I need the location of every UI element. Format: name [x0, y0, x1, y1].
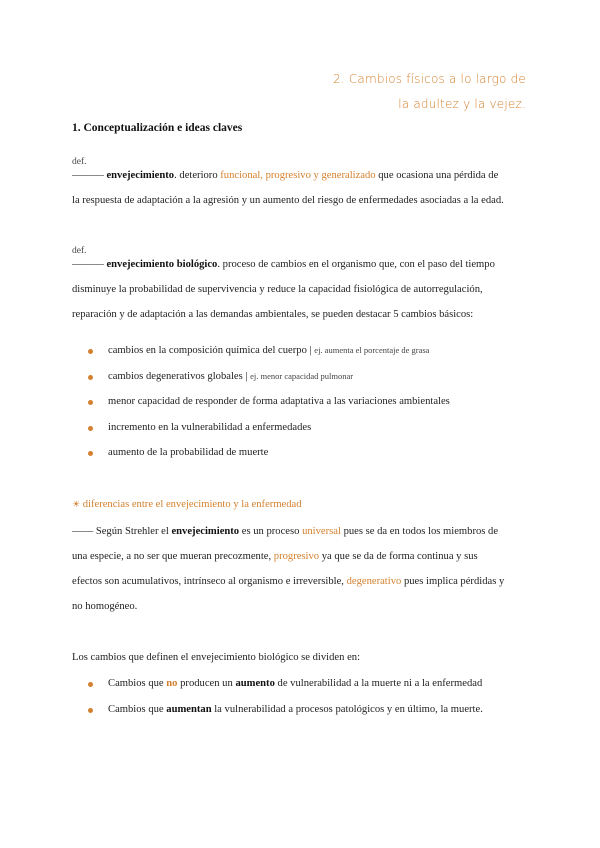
- list-item: [88, 345, 450, 371]
- sun-icon: ☀: [72, 499, 81, 509]
- diff-line3: [72, 576, 504, 587]
- change-text: cambios en la composición química del cuerpo |: [108, 345, 315, 356]
- bullet-dot-icon: [88, 426, 93, 431]
- def1-dash: ———: [72, 170, 104, 181]
- def1-highlight: funcional, progresivo y generalizado: [220, 170, 376, 181]
- div1-b: producen un: [177, 678, 236, 689]
- diff-p2-highlight: progresivo: [273, 551, 320, 562]
- div1-a: Cambios que: [108, 678, 167, 689]
- def1-label: def.: [72, 157, 87, 167]
- def2-dash: ———: [72, 259, 104, 270]
- page-title-line1: 2. Cambios físicos a lo largo de: [332, 72, 526, 86]
- changes-list: [88, 345, 450, 473]
- div1-no: no: [166, 678, 178, 689]
- division-list: [88, 678, 483, 729]
- differences-heading: [72, 499, 302, 510]
- change-example: ej. aumenta el porcentaje de grasa: [314, 345, 430, 355]
- change-text: aumento de la probabilidad de muerte: [108, 447, 269, 458]
- div2-a: Cambios que: [108, 703, 167, 715]
- def2-line2: disminuye la probabilidad de supervivencia y reduce la capacidad fisiológica de autorregulación,: [72, 284, 483, 295]
- change-example: ej. menor capacidad pulmonar: [250, 370, 354, 381]
- diff-p2-b: ya que se da de forma continua y sus: [319, 551, 478, 562]
- bullet-dot-icon: [88, 708, 93, 713]
- bullet-dot-icon: [88, 400, 93, 405]
- def2-label: def.: [72, 246, 87, 256]
- list-item: [88, 447, 450, 473]
- list-item: [88, 396, 450, 422]
- div2-b: la vulnerabilidad a procesos patológicos y en último, la muerte.: [211, 703, 483, 715]
- div2-term: aumentan: [166, 703, 212, 715]
- change-text: incremento en la vulnerabilidad a enfermedades: [108, 421, 312, 433]
- def2-term: envejecimiento biológico: [106, 259, 218, 270]
- diff-p1-c: pues se da en todos los miembros de: [340, 526, 499, 537]
- def1-text-a: . deterioro: [174, 170, 221, 181]
- diff-p2-a: una especie, a no ser que mueran precozmente,: [72, 551, 274, 562]
- diff-p1-highlight: universal: [302, 526, 341, 537]
- section-title: 1. Conceptualización e ideas claves: [72, 122, 243, 134]
- differences-heading-text: diferencias entre el envejecimiento y la enfermedad: [82, 499, 302, 510]
- def2-line1: [72, 259, 495, 270]
- change-text: cambios degenerativos globales |: [108, 370, 251, 382]
- diff-p1-a: Según Strehler el: [93, 526, 172, 537]
- def1-line1: [72, 170, 498, 181]
- def2-line3: reparación y de adaptación a las demandas ambientales, se pueden destacar 5 cambios básicos:: [72, 309, 474, 320]
- page-title-line2: la adultez y la vejez.: [398, 97, 526, 111]
- list-item: [88, 422, 450, 448]
- list-item: [88, 371, 450, 397]
- list-item: [88, 704, 483, 730]
- diff-dash: ——: [72, 526, 94, 537]
- bullet-dot-icon: [88, 451, 93, 456]
- diff-p1-term: envejecimiento: [171, 526, 240, 537]
- bullet-dot-icon: [88, 349, 93, 354]
- def2-text-a: . proceso de cambios en el organismo que, con el paso del tiempo: [217, 259, 495, 270]
- diff-p3-a: efectos son acumulativos, intrínseco al organismo e irreversible,: [72, 576, 347, 587]
- def1-line2: la respuesta de adaptación a la agresión y un aumento del riesgo de enfermedades asociadas a la edad.: [72, 195, 504, 206]
- diff-p3-b: pues implica pérdidas y: [401, 576, 505, 587]
- diff-line1: [72, 526, 498, 537]
- diff-line2: [72, 551, 478, 562]
- diff-p3-highlight: degenerativo: [346, 576, 402, 587]
- bullet-dot-icon: [88, 375, 93, 380]
- change-text: menor capacidad de responder de forma adaptativa a las variaciones ambientales: [108, 396, 450, 407]
- def1-term: envejecimiento: [106, 170, 175, 181]
- division-intro: Los cambios que definen el envejecimiento biológico se dividen en:: [72, 652, 361, 663]
- def1-text-b: que ocasiona una pérdida de: [375, 170, 499, 181]
- div1-c: de vulnerabilidad a la muerte ni a la enfermedad: [274, 678, 483, 689]
- div1-term: aumento: [235, 678, 275, 689]
- list-item: [88, 678, 483, 704]
- diff-line4: no homogéneo.: [72, 601, 138, 612]
- diff-p1-b: es un proceso: [239, 526, 303, 537]
- bullet-dot-icon: [88, 682, 93, 687]
